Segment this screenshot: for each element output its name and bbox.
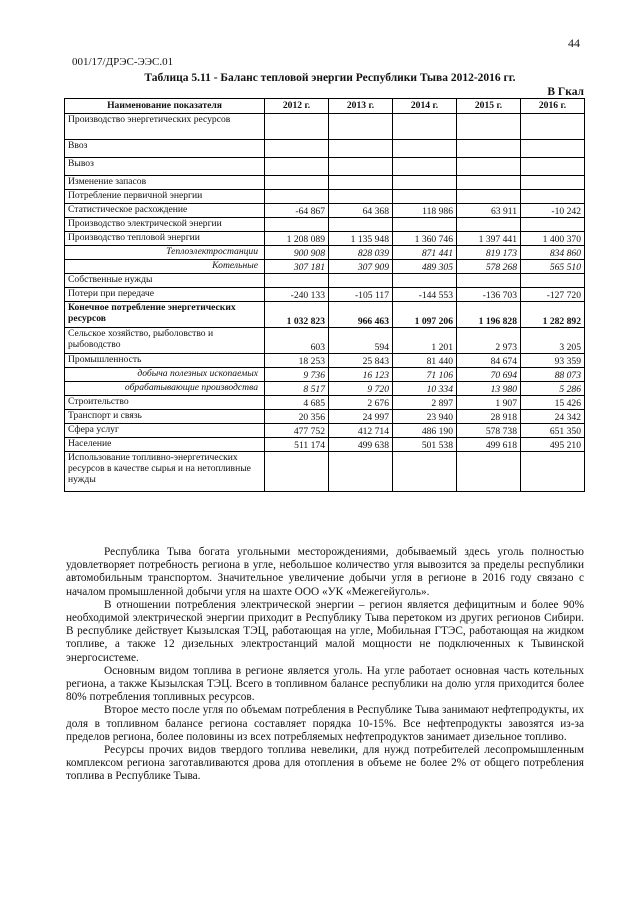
cell-value: 966 463 xyxy=(329,302,393,328)
row-label: Ввоз xyxy=(65,140,265,158)
cell-value: 1 907 xyxy=(457,396,521,410)
cell-value xyxy=(393,158,457,176)
cell-value: -136 703 xyxy=(457,288,521,302)
column-header-year: 2016 г. xyxy=(521,99,585,114)
cell-value xyxy=(265,452,329,492)
cell-value xyxy=(265,176,329,190)
row-label: Котельные xyxy=(65,260,265,274)
cell-value xyxy=(457,274,521,288)
cell-value: 24 342 xyxy=(521,410,585,424)
cell-value xyxy=(457,114,521,140)
cell-value: 2 676 xyxy=(329,396,393,410)
row-label: Вывоз xyxy=(65,158,265,176)
table-row xyxy=(65,328,585,354)
cell-value: 71 106 xyxy=(393,368,457,382)
paragraph: Второе место после угля по объемам потребления в Республике Тыва занимают нефтепродукты, их доля в топливном балансе региона составляет порядка 10-15%. Все нефтепродукты завозятся из-за пределов региона, более половины из всех потребляемых нефтепродуктов занимает дизельное топливо. xyxy=(66,704,584,743)
cell-value: 871 441 xyxy=(393,246,457,260)
cell-value: 81 440 xyxy=(393,354,457,368)
cell-value: 64 368 xyxy=(329,204,393,218)
cell-value xyxy=(521,158,585,176)
table-row xyxy=(65,438,585,452)
cell-value: 565 510 xyxy=(521,260,585,274)
cell-value: 25 843 xyxy=(329,354,393,368)
cell-value: 9 736 xyxy=(265,368,329,382)
cell-value: 499 638 xyxy=(329,438,393,452)
cell-value xyxy=(521,274,585,288)
document-code: 001/17/ДРЭС-ЭЭС.01 xyxy=(72,56,174,68)
column-header-year: 2012 г. xyxy=(265,99,329,114)
cell-value: 1 397 441 xyxy=(457,232,521,246)
cell-value: 1 282 892 xyxy=(521,302,585,328)
cell-value: 651 350 xyxy=(521,424,585,438)
table-row xyxy=(65,176,585,190)
cell-value xyxy=(521,176,585,190)
paragraph: Ресурсы прочих видов твердого топлива невелики, для нужд потребителей лесопромышленным комплексом региона заготавливаются дрова для отопления в объеме не более 2% от общего потребления топлива в Республике Тыва. xyxy=(66,744,584,783)
cell-value xyxy=(521,140,585,158)
table-row xyxy=(65,114,585,140)
table-row xyxy=(65,190,585,204)
cell-value: 499 618 xyxy=(457,438,521,452)
cell-value: 486 190 xyxy=(393,424,457,438)
cell-value: 1 400 370 xyxy=(521,232,585,246)
cell-value xyxy=(521,114,585,140)
row-label: Потери при передаче xyxy=(65,288,265,302)
cell-value: 20 356 xyxy=(265,410,329,424)
cell-value xyxy=(265,274,329,288)
cell-value xyxy=(393,190,457,204)
cell-value xyxy=(457,176,521,190)
cell-value xyxy=(265,190,329,204)
cell-value: 3 205 xyxy=(521,328,585,354)
table-title: Таблица 5.11 - Баланс тепловой энергии Республики Тыва 2012-2016 гг. xyxy=(144,72,516,84)
row-label: Производство электрической энергии xyxy=(65,218,265,232)
unit-label: В Гкал xyxy=(547,86,584,98)
table-row xyxy=(65,246,585,260)
cell-value xyxy=(393,114,457,140)
row-label: добыча полезных ископаемых xyxy=(65,368,265,382)
table-row xyxy=(65,232,585,246)
cell-value xyxy=(265,114,329,140)
row-label: Транспорт и связь xyxy=(65,410,265,424)
cell-value xyxy=(265,140,329,158)
table-row xyxy=(65,204,585,218)
cell-value: 489 305 xyxy=(393,260,457,274)
row-label: обрабатывающие производства xyxy=(65,382,265,396)
cell-value: 28 918 xyxy=(457,410,521,424)
cell-value xyxy=(393,452,457,492)
column-header-year: 2015 г. xyxy=(457,99,521,114)
table-row xyxy=(65,302,585,328)
column-header-year: 2013 г. xyxy=(329,99,393,114)
cell-value: 819 173 xyxy=(457,246,521,260)
cell-value xyxy=(457,218,521,232)
row-label: Сельское хозяйство, рыболовство и рыбоводство xyxy=(65,328,265,354)
cell-value xyxy=(265,158,329,176)
cell-value xyxy=(393,274,457,288)
row-label: Производство энергетических ресурсов xyxy=(65,114,265,140)
row-label: Сфера услуг xyxy=(65,424,265,438)
cell-value: 1 135 948 xyxy=(329,232,393,246)
body-text xyxy=(66,546,584,784)
cell-value xyxy=(329,176,393,190)
table-row xyxy=(65,410,585,424)
column-header-indicator: Наименование показателя xyxy=(65,99,265,114)
cell-value: 70 694 xyxy=(457,368,521,382)
cell-value: 2 973 xyxy=(457,328,521,354)
table-header-row xyxy=(65,99,585,114)
cell-value: -105 117 xyxy=(329,288,393,302)
cell-value: 118 986 xyxy=(393,204,457,218)
row-label: Конечное потребление энергетических ресурсов xyxy=(65,302,265,328)
cell-value xyxy=(329,114,393,140)
cell-value xyxy=(265,218,329,232)
cell-value xyxy=(457,140,521,158)
table-row xyxy=(65,424,585,438)
row-label: Собственные нужды xyxy=(65,274,265,288)
table-row xyxy=(65,218,585,232)
row-label: Потребление первичной энергии xyxy=(65,190,265,204)
cell-value: 594 xyxy=(329,328,393,354)
cell-value: 13 980 xyxy=(457,382,521,396)
paragraph: В отношении потребления электрической энергии – регион является дефицитным и более 90% необходимой электрической энергии приходит в Республику Тыва перетоком из других регионов Сибири. В республике действует Кызылская ТЭЦ, работающая на угле, Мобильная ГТЭС, работающая на жидком топливе, а также 12 дизельных электростанций малой мощности не подключенных к Тывинской энергосистеме. xyxy=(66,598,584,664)
cell-value: 511 174 xyxy=(265,438,329,452)
cell-value xyxy=(457,452,521,492)
table-body xyxy=(65,114,585,492)
cell-value: -127 720 xyxy=(521,288,585,302)
cell-value xyxy=(329,190,393,204)
row-label: Теплоэлектростанции xyxy=(65,246,265,260)
table-row xyxy=(65,288,585,302)
cell-value: 88 073 xyxy=(521,368,585,382)
cell-value: 9 720 xyxy=(329,382,393,396)
cell-value: 18 253 xyxy=(265,354,329,368)
cell-value: 578 738 xyxy=(457,424,521,438)
heat-balance-table xyxy=(64,98,585,492)
paragraph: Республика Тыва богата угольными месторождениями, добываемый здесь уголь полностью удовлетворяет потребность региона в угле, небольшое количество угля вывозится за пределы республики автомобильным транспортом. Значительное увеличение добычи угля в регионе в 2016 году связано с началом промышленной добычи угля на шахте ООО «УК «Межегейуголь». xyxy=(66,546,584,598)
row-label: Население xyxy=(65,438,265,452)
cell-value: 828 039 xyxy=(329,246,393,260)
cell-value: -144 553 xyxy=(393,288,457,302)
cell-value: 93 359 xyxy=(521,354,585,368)
cell-value xyxy=(329,452,393,492)
cell-value: 578 268 xyxy=(457,260,521,274)
cell-value: 307 909 xyxy=(329,260,393,274)
cell-value: 1 032 823 xyxy=(265,302,329,328)
row-label: Статистическое расхождение xyxy=(65,204,265,218)
cell-value: 63 911 xyxy=(457,204,521,218)
row-label: Промышленность xyxy=(65,354,265,368)
table-row xyxy=(65,354,585,368)
cell-value: 834 860 xyxy=(521,246,585,260)
cell-value: 2 897 xyxy=(393,396,457,410)
cell-value: 4 685 xyxy=(265,396,329,410)
table-row xyxy=(65,274,585,288)
cell-value xyxy=(393,140,457,158)
page-number: 44 xyxy=(568,36,580,50)
cell-value: 16 123 xyxy=(329,368,393,382)
cell-value xyxy=(521,452,585,492)
cell-value: 23 940 xyxy=(393,410,457,424)
cell-value: -64 867 xyxy=(265,204,329,218)
cell-value xyxy=(521,190,585,204)
cell-value: 603 xyxy=(265,328,329,354)
cell-value xyxy=(521,218,585,232)
cell-value xyxy=(457,158,521,176)
cell-value: 84 674 xyxy=(457,354,521,368)
cell-value: 900 908 xyxy=(265,246,329,260)
cell-value xyxy=(393,176,457,190)
cell-value: 5 286 xyxy=(521,382,585,396)
table-row xyxy=(65,260,585,274)
cell-value xyxy=(329,274,393,288)
cell-value: 15 426 xyxy=(521,396,585,410)
cell-value: 501 538 xyxy=(393,438,457,452)
table-row xyxy=(65,452,585,492)
cell-value: 8 517 xyxy=(265,382,329,396)
row-label: Использование топливно-энергетических ресурсов в качестве сырья и на нетопливные нужды xyxy=(65,452,265,492)
row-label: Производство тепловой энергии xyxy=(65,232,265,246)
table-row xyxy=(65,158,585,176)
row-label: Строительство xyxy=(65,396,265,410)
column-header-year: 2014 г. xyxy=(393,99,457,114)
cell-value xyxy=(329,140,393,158)
table-row xyxy=(65,382,585,396)
cell-value: 10 334 xyxy=(393,382,457,396)
cell-value xyxy=(329,158,393,176)
cell-value: 495 210 xyxy=(521,438,585,452)
row-label: Изменение запасов xyxy=(65,176,265,190)
cell-value: 24 997 xyxy=(329,410,393,424)
cell-value: 307 181 xyxy=(265,260,329,274)
cell-value: -240 133 xyxy=(265,288,329,302)
cell-value xyxy=(457,190,521,204)
cell-value xyxy=(393,218,457,232)
paragraph: Основным видом топлива в регионе является уголь. На угле работает основная часть котельных региона, а также Кызылская ТЭЦ. Всего в топливном балансе республики на долю угля приходится более 80% потребления топливных ресурсов. xyxy=(66,664,584,704)
cell-value: 1 196 828 xyxy=(457,302,521,328)
table-row xyxy=(65,140,585,158)
cell-value xyxy=(329,218,393,232)
cell-value: 1 360 746 xyxy=(393,232,457,246)
cell-value: 1 201 xyxy=(393,328,457,354)
cell-value: 1 208 089 xyxy=(265,232,329,246)
table-row xyxy=(65,396,585,410)
cell-value: 477 752 xyxy=(265,424,329,438)
table-row xyxy=(65,368,585,382)
cell-value: 412 714 xyxy=(329,424,393,438)
cell-value: -10 242 xyxy=(521,204,585,218)
cell-value: 1 097 206 xyxy=(393,302,457,328)
